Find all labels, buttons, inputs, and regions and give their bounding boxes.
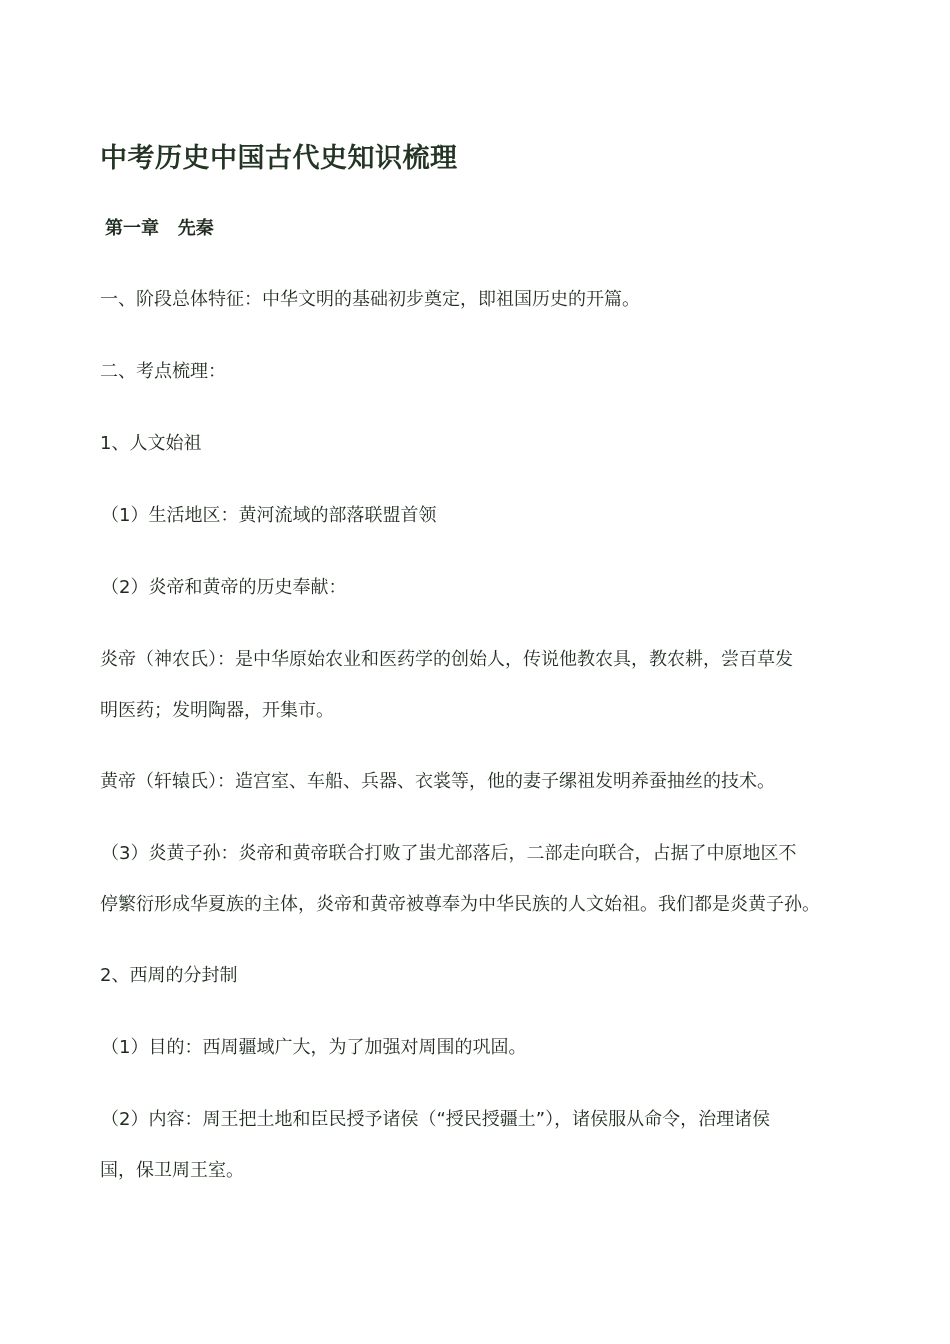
paragraph-living-area: （1）生活地区：黄河流域的部落联盟首领 [101, 505, 437, 526]
document-title: 中考历史中国古代史知识梳理 [100, 143, 458, 174]
section-heading-fengjian: 2、西周的分封制 [100, 965, 238, 986]
paragraph-content-line1: （2）内容：周王把土地和臣民授予诸侯（“授民授疆土”），诸侯服从命令，治理诸侯 [101, 1109, 771, 1130]
paragraph-key-points: 二、考点梳理： [100, 361, 226, 382]
section-heading-ancestors: 1、人文始祖 [100, 433, 202, 454]
paragraph-purpose: （1）目的：西周疆域广大，为了加强对周围的巩固。 [101, 1037, 527, 1058]
paragraph-huangdi: 黄帝（轩辕氏）：造宫室、车船、兵器、衣裳等，他的妻子缧祖发明养蚕抽丝的技术。 [100, 771, 775, 792]
paragraph-descendants-line1: （3）炎黄子孙：炎帝和黄帝联合打败了蚩尤部落后，二部走向联合，占据了中原地区不 [101, 843, 797, 864]
paragraph-contributions: （2）炎帝和黄帝的历史奉献： [101, 577, 347, 598]
paragraph-stage-feature: 一、阶段总体特征：中华文明的基础初步奠定，即祖国历史的开篇。 [100, 289, 640, 310]
chapter-heading: 第一章 先秦 [105, 218, 214, 239]
paragraph-descendants-line2: 停繁衍形成华夏族的主体，炎帝和黄帝被尊奉为中华民族的人文始祖。我们都是炎黄子孙。 [100, 894, 820, 915]
paragraph-content-line2: 国，保卫周王室。 [100, 1160, 244, 1181]
paragraph-yandi-line1: 炎帝（神农氏）：是中华原始农业和医药学的创始人，传说他教农具，教农耕，尝百草发 [100, 649, 793, 670]
paragraph-yandi-line2: 明医药；发明陶器，开集市。 [100, 700, 334, 721]
